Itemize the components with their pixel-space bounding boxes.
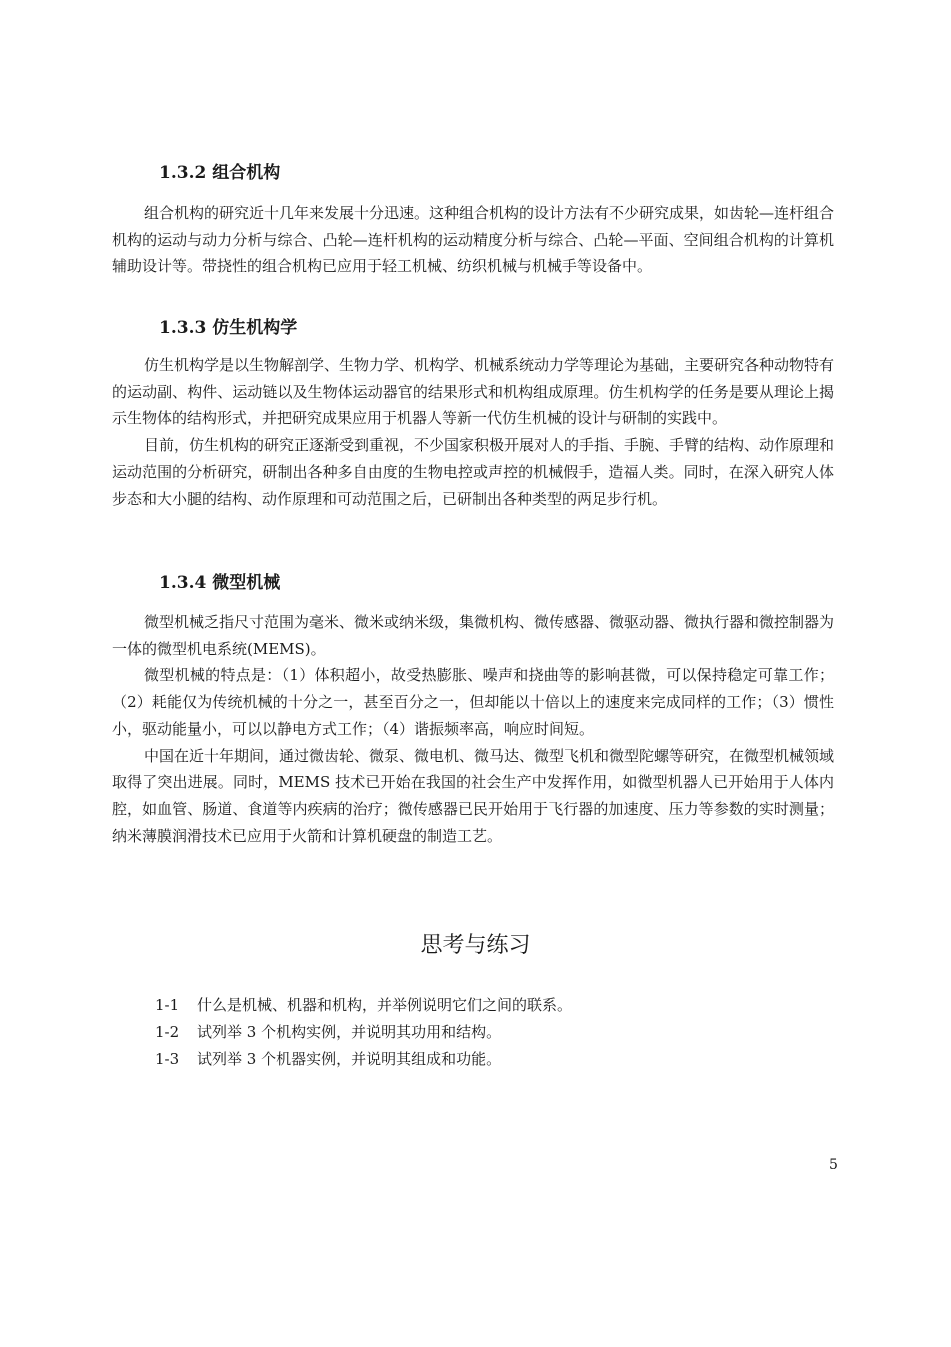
paragraph: 微型机械的特点是：（1）体积超小，故受热膨胀、噪声和挠曲等的影响甚微，可以保持稳定可靠工作；（2）耗能仅为传统机械的十分之一，甚至百分之一，但却能以十倍以上的速度来完成同样的工作；（3）惯性小，驱动能量小，可以以静电方式工作；（4）谐振频率高，响应时间短。 bbox=[112, 666, 834, 738]
paragraph: 组合机构的研究近十几年来发展十分迅速。这种组合机构的设计方法有不少研究成果，如齿轮—连杆组合机构的运动与动力分析与综合、凸轮—连杆机构的运动精度分析与综合、凸轮—平面、空间组合机构的计算机辅助设计等。带挠性的组合机构已应用于轻工机械、纺织机械与机械手等设备中。 bbox=[112, 204, 835, 276]
section-heading: 1.3.4 微型机械 bbox=[159, 573, 281, 593]
exercise-number: 1-2 bbox=[155, 1023, 180, 1041]
exercise-number: 1-3 bbox=[155, 1050, 180, 1068]
section-1-3-2 bbox=[112, 162, 834, 280]
section-heading: 1.3.3 仿生机构学 bbox=[159, 318, 298, 338]
exercise-item bbox=[155, 1046, 805, 1073]
page-number: 5 bbox=[829, 1157, 838, 1173]
paragraph: 仿生机构学是以生物解剖学、生物力学、机构学、机械系统动力学等理论为基础，主要研究各种动物特有的运动副、构件、运动链以及生物体运动器官的结果形式和机构组成原理。仿生机构学的任务是要从理论上揭示生物体的结构形式，并把研究成果应用于机器人等新一代仿生机械的设计与研制的实践中。 bbox=[112, 356, 835, 428]
paragraph: 目前，仿生机构的研究正逐渐受到重视，不少国家积极开展对人的手指、手腕、手臂的结构、动作原理和运动范围的分析研究，研制出各种多自由度的生物电控或声控的机械假手，造福人类。同时，在深入研究人体步态和大小腿的结构、动作原理和可动范围之后，已研制出各种类型的两足步行机。 bbox=[112, 436, 835, 508]
exercise-text: 试列举 3 个机构实例，并说明其功用和结构。 bbox=[197, 1023, 502, 1041]
section-1-3-4 bbox=[112, 572, 834, 849]
exercises-title: 思考与练习 bbox=[420, 933, 531, 958]
exercise-item bbox=[155, 992, 805, 1019]
paragraph: 中国在近十年期间，通过微齿轮、微泵、微电机、微马达、微型飞机和微型陀螺等研究，在微型机械领域取得了突出进展。同时，MEMS 技术已开始在我国的社会生产中发挥作用，如微型机器人已开始用于人体内腔，如血管、肠道、食道等内疾病的治疗；微传感器已民开始用于飞行器的加速度、压力等参数的实时测量；纳米薄膜润滑技术已应用于火箭和计算机硬盘的制造工艺。 bbox=[112, 746, 835, 845]
exercise-text: 什么是机械、机器和机构，并举例说明它们之间的联系。 bbox=[197, 996, 573, 1014]
paragraph: 微型机械乏指尺寸范围为毫米、微米或纳米级，集微机构、微传感器、微驱动器、微执行器和微控制器为一体的微型机电系统(MEMS)。 bbox=[112, 613, 835, 658]
exercise-text: 试列举 3 个机器实例，并说明其组成和功能。 bbox=[197, 1050, 502, 1068]
exercise-list bbox=[155, 992, 805, 1073]
exercise-number: 1-1 bbox=[155, 996, 180, 1014]
section-1-3-3 bbox=[112, 317, 834, 512]
exercise-item bbox=[155, 1019, 805, 1046]
section-heading: 1.3.2 组合机构 bbox=[159, 163, 281, 183]
